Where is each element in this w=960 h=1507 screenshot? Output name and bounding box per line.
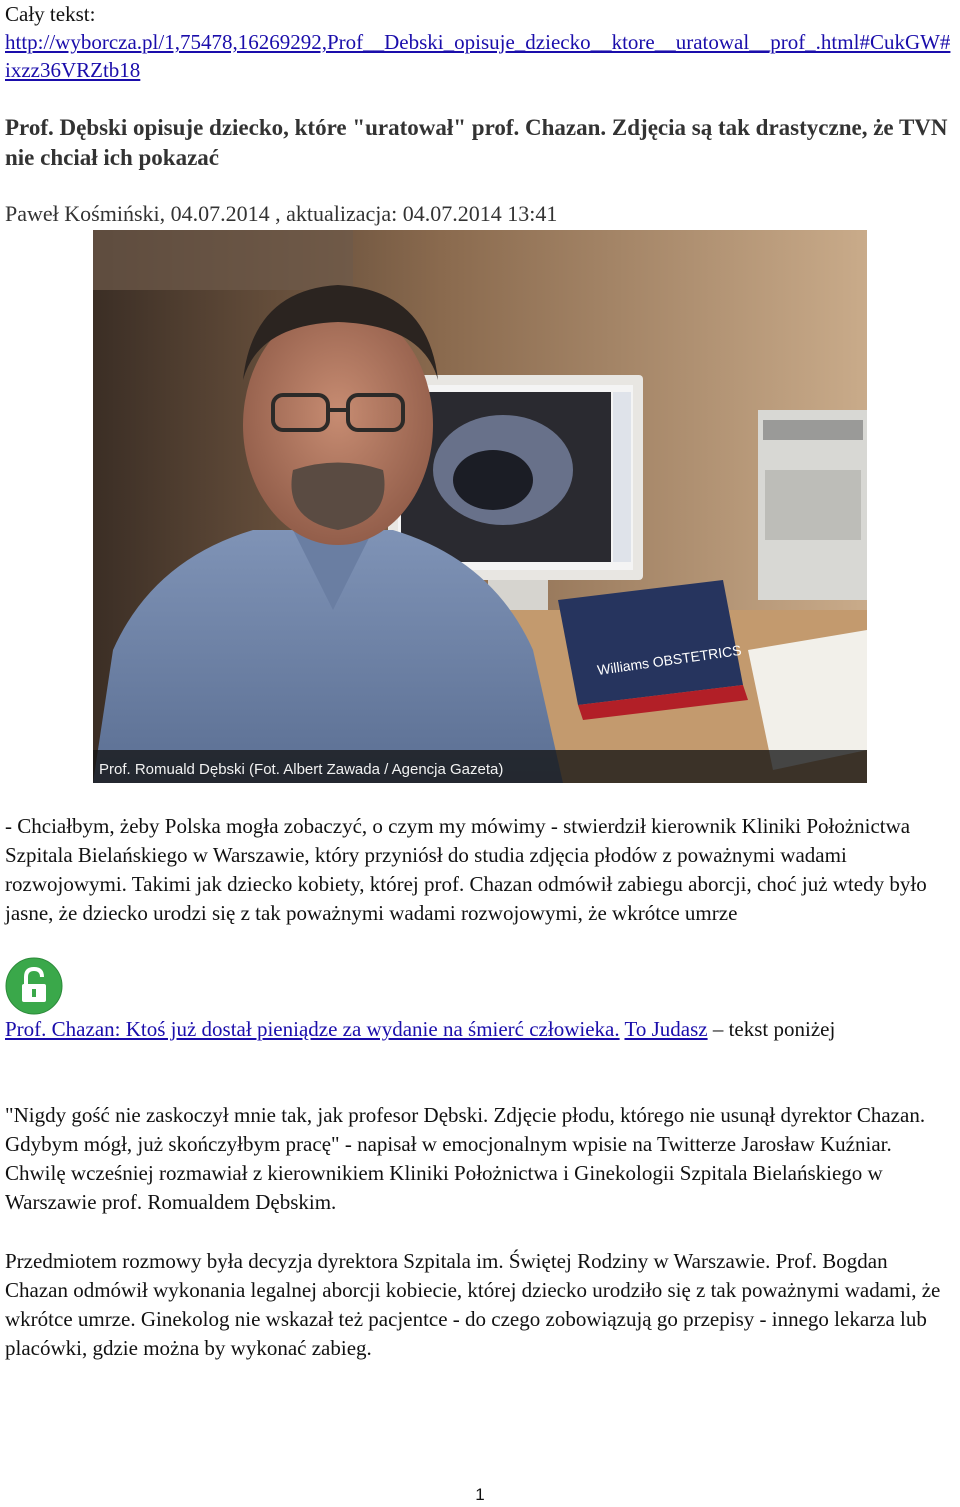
article-lead: - Chciałbym, żeby Polska mogła zobaczyć, o czym my mówimy - stwierdził kierownik Kliniki Położnictwa Szpitala Bielańskiego w Warszawie, który przyniósł do studia zdjęcia płodów z poważnymi wadami rozwojowymi. Takimi jak dziecko kobiety, której prof. Chazan odmówił zabiegu aborcji, choć już wtedy było jasne, że dziecko urodzi się z tak poważnymi wadami rozwojowymi, że wkrótce umrze [5, 814, 927, 925]
page-number: 1 [475, 1485, 485, 1504]
book-title: Williams OBSTETRICS [596, 641, 743, 678]
article-photo [93, 230, 867, 783]
related-link-judasz[interactable]: To Judasz [624, 1017, 708, 1041]
related-link-chazan[interactable]: Prof. Chazan: Ktoś już dostał pieniądze za wydanie na śmierć człowieka. [5, 1017, 620, 1041]
related-suffix: – tekst poniżej [707, 1017, 836, 1041]
photo-caption: Prof. Romuald Dębski (Fot. Albert Zawada / Agencja Gazeta) [99, 761, 504, 778]
article-paragraph-1: "Nigdy gość nie zaskoczył mnie tak, jak profesor Dębski. Zdjęcie płodu, którego nie usunął dyrektor Chazan. Gdybym mógł, już skończyłbym pracę" - napisał w emocjonalnym wpisie na Twitterze Jarosław Kuźniar. Chwilę wcześniej rozmawiał z kierownikiem Kliniki Położnictwa i Ginekologii Szpitala Bielańskiego w Warszawie prof. Romualdem Dębskim. [5, 1103, 926, 1214]
article-headline: Prof. Dębski opisuje dziecko, które "uratował" prof. Chazan. Zdjęcia są tak drastyczne, że TVN nie chciał ich pokazać [5, 115, 948, 170]
source-label: Cały tekst: [5, 2, 96, 26]
related-articles [5, 1015, 955, 1044]
article-paragraph-2: Przedmiotem rozmowy była decyzja dyrektora Szpitala im. Świętej Rodziny w Warszawie. Prof. Bogdan Chazan odmówił wykonania legalnej aborcji kobiecie, której dziecko urodziło się z tak poważnymi wadami, że wkrótce umrze. Ginekolog nie wskazał też pacjentce - do czego zobowiązują go przepisy - innego lekarza lub placówki, gdzie można by wykonać zabieg. [5, 1249, 941, 1360]
photo-illustration [93, 230, 867, 783]
article-byline: Paweł Kośmiński, 04.07.2014 , aktualizacja: 04.07.2014 13:41 [5, 201, 558, 226]
source-url-link[interactable]: http://wyborcza.pl/1,75478,16269292,Prof__Debski_opisuje_dziecko__ktore__uratowal__prof_.html#CukGW#ixzz36VRZtb18 [5, 30, 951, 82]
unlock-icon [5, 957, 63, 1015]
